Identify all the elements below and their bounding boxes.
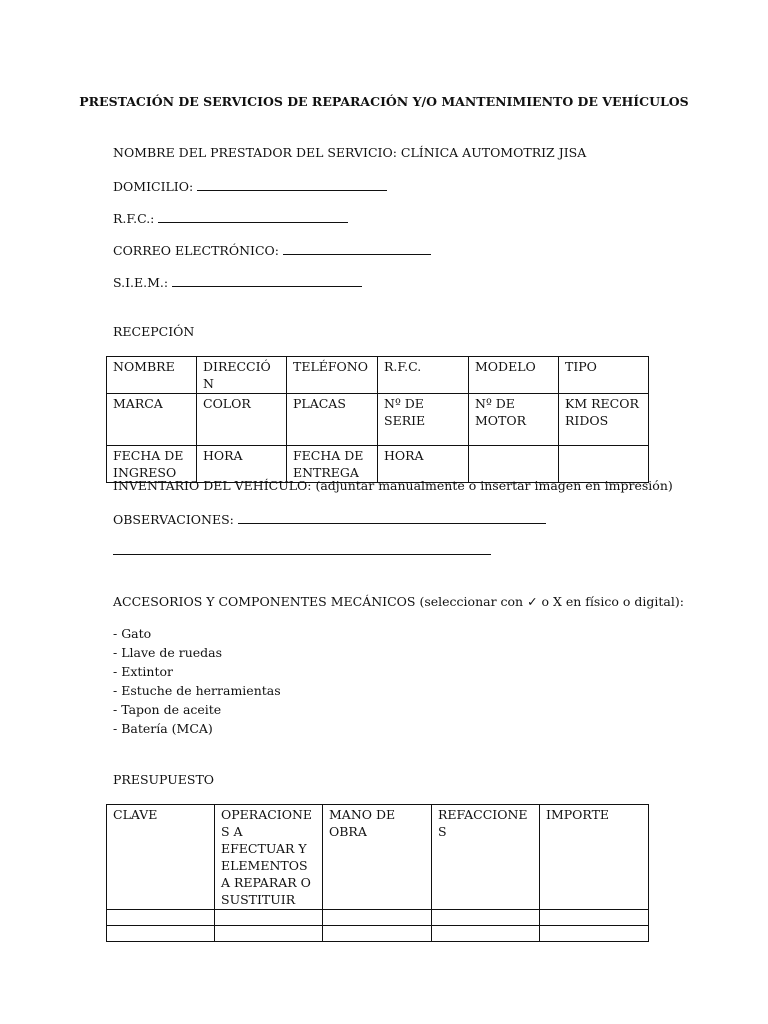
list-item: - Extintor xyxy=(113,664,173,679)
reception-cell[interactable]: NOMBRE xyxy=(107,357,197,394)
reception-cell[interactable]: FECHA DE INGRESO xyxy=(107,446,197,483)
address-label: DOMICILIO: xyxy=(113,179,194,194)
observations-blank[interactable] xyxy=(238,511,546,524)
rfc-blank[interactable] xyxy=(158,210,348,223)
reception-table xyxy=(106,356,649,483)
list-item: - Tapon de aceite xyxy=(113,702,222,717)
reception-cell[interactable]: PLACAS xyxy=(287,394,378,446)
reception-cell[interactable]: DIRECCIÓN xyxy=(197,357,287,394)
list-item: - Batería (MCA) xyxy=(113,721,213,736)
budget-cell[interactable] xyxy=(432,910,540,926)
document-title: PRESTACIÓN DE SERVICIOS DE REPARACIÓN Y/O MANTENIMIENTO DE VEHÍCULOS xyxy=(79,94,689,109)
reception-cell[interactable]: FECHA DE ENTREGA xyxy=(287,446,378,483)
reception-cell[interactable]: KM RECORRIDOS xyxy=(559,394,649,446)
budget-header-cell: MANO DE OBRA xyxy=(323,805,432,910)
email-field xyxy=(113,242,431,259)
budget-cell[interactable] xyxy=(323,910,432,926)
reception-heading: RECEPCIÓN xyxy=(113,324,195,339)
budget-header-cell: OPERACIONES A EFECTUAR Y ELEMENTOS A REPARAR O SUSTITUIR xyxy=(215,805,323,910)
reception-cell[interactable]: Nº DE MOTOR xyxy=(469,394,559,446)
reception-cell[interactable]: HORA xyxy=(197,446,287,483)
rfc-label: R.F.C.: xyxy=(113,211,155,226)
email-label: CORREO ELECTRÓNICO: xyxy=(113,243,279,258)
reception-cell[interactable]: COLOR xyxy=(197,394,287,446)
budget-cell[interactable] xyxy=(540,926,649,942)
rfc-field xyxy=(113,210,348,227)
budget-header-cell: IMPORTE xyxy=(540,805,649,910)
reception-row xyxy=(107,357,649,394)
budget-cell[interactable] xyxy=(215,926,323,942)
budget-header-cell: REFACCIONES xyxy=(432,805,540,910)
reception-row xyxy=(107,394,649,446)
budget-header-row xyxy=(107,805,649,910)
siem-field xyxy=(113,274,362,291)
address-field xyxy=(113,178,387,195)
budget-cell[interactable] xyxy=(107,926,215,942)
address-blank[interactable] xyxy=(197,178,387,191)
budget-table xyxy=(106,804,649,942)
observations-blank-2[interactable] xyxy=(113,542,491,555)
siem-label: S.I.E.M.: xyxy=(113,275,169,290)
budget-row xyxy=(107,926,649,942)
reception-cell[interactable]: TIPO xyxy=(559,357,649,394)
budget-cell[interactable] xyxy=(540,910,649,926)
list-item: - Estuche de herramientas xyxy=(113,683,281,698)
budget-cell[interactable] xyxy=(215,910,323,926)
budget-heading: PRESUPUESTO xyxy=(113,772,215,787)
reception-cell[interactable]: MODELO xyxy=(469,357,559,394)
budget-header-cell: CLAVE xyxy=(107,805,215,910)
reception-cell[interactable] xyxy=(559,446,649,483)
reception-cell[interactable]: Nº DE SERIE xyxy=(378,394,469,446)
accessories-heading: ACCESORIOS Y COMPONENTES MECÁNICOS (seleccionar con ✓ o X en físico o digital): xyxy=(113,594,684,609)
reception-cell[interactable]: MARCA xyxy=(107,394,197,446)
observations-continuation xyxy=(113,542,491,559)
email-blank[interactable] xyxy=(283,242,431,255)
budget-cell[interactable] xyxy=(323,926,432,942)
reception-cell[interactable]: TELÉFONO xyxy=(287,357,378,394)
provider-line: NOMBRE DEL PRESTADOR DEL SERVICIO: CLÍNICA AUTOMOTRIZ JISA xyxy=(113,145,587,160)
list-item: - Gato xyxy=(113,626,152,641)
budget-cell[interactable] xyxy=(107,910,215,926)
reception-cell[interactable]: HORA xyxy=(378,446,469,483)
reception-cell[interactable]: R.F.C. xyxy=(378,357,469,394)
observations-field xyxy=(113,511,546,528)
inventory-line: INVENTARIO DEL VEHÍCULO: (adjuntar manualmente o insertar imagen en impresión) xyxy=(113,478,673,493)
reception-row xyxy=(107,446,649,483)
siem-blank[interactable] xyxy=(172,274,362,287)
list-item: - Llave de ruedas xyxy=(113,645,223,660)
reception-cell[interactable] xyxy=(469,446,559,483)
budget-cell[interactable] xyxy=(432,926,540,942)
budget-row xyxy=(107,910,649,926)
observations-label: OBSERVACIONES: xyxy=(113,512,234,527)
